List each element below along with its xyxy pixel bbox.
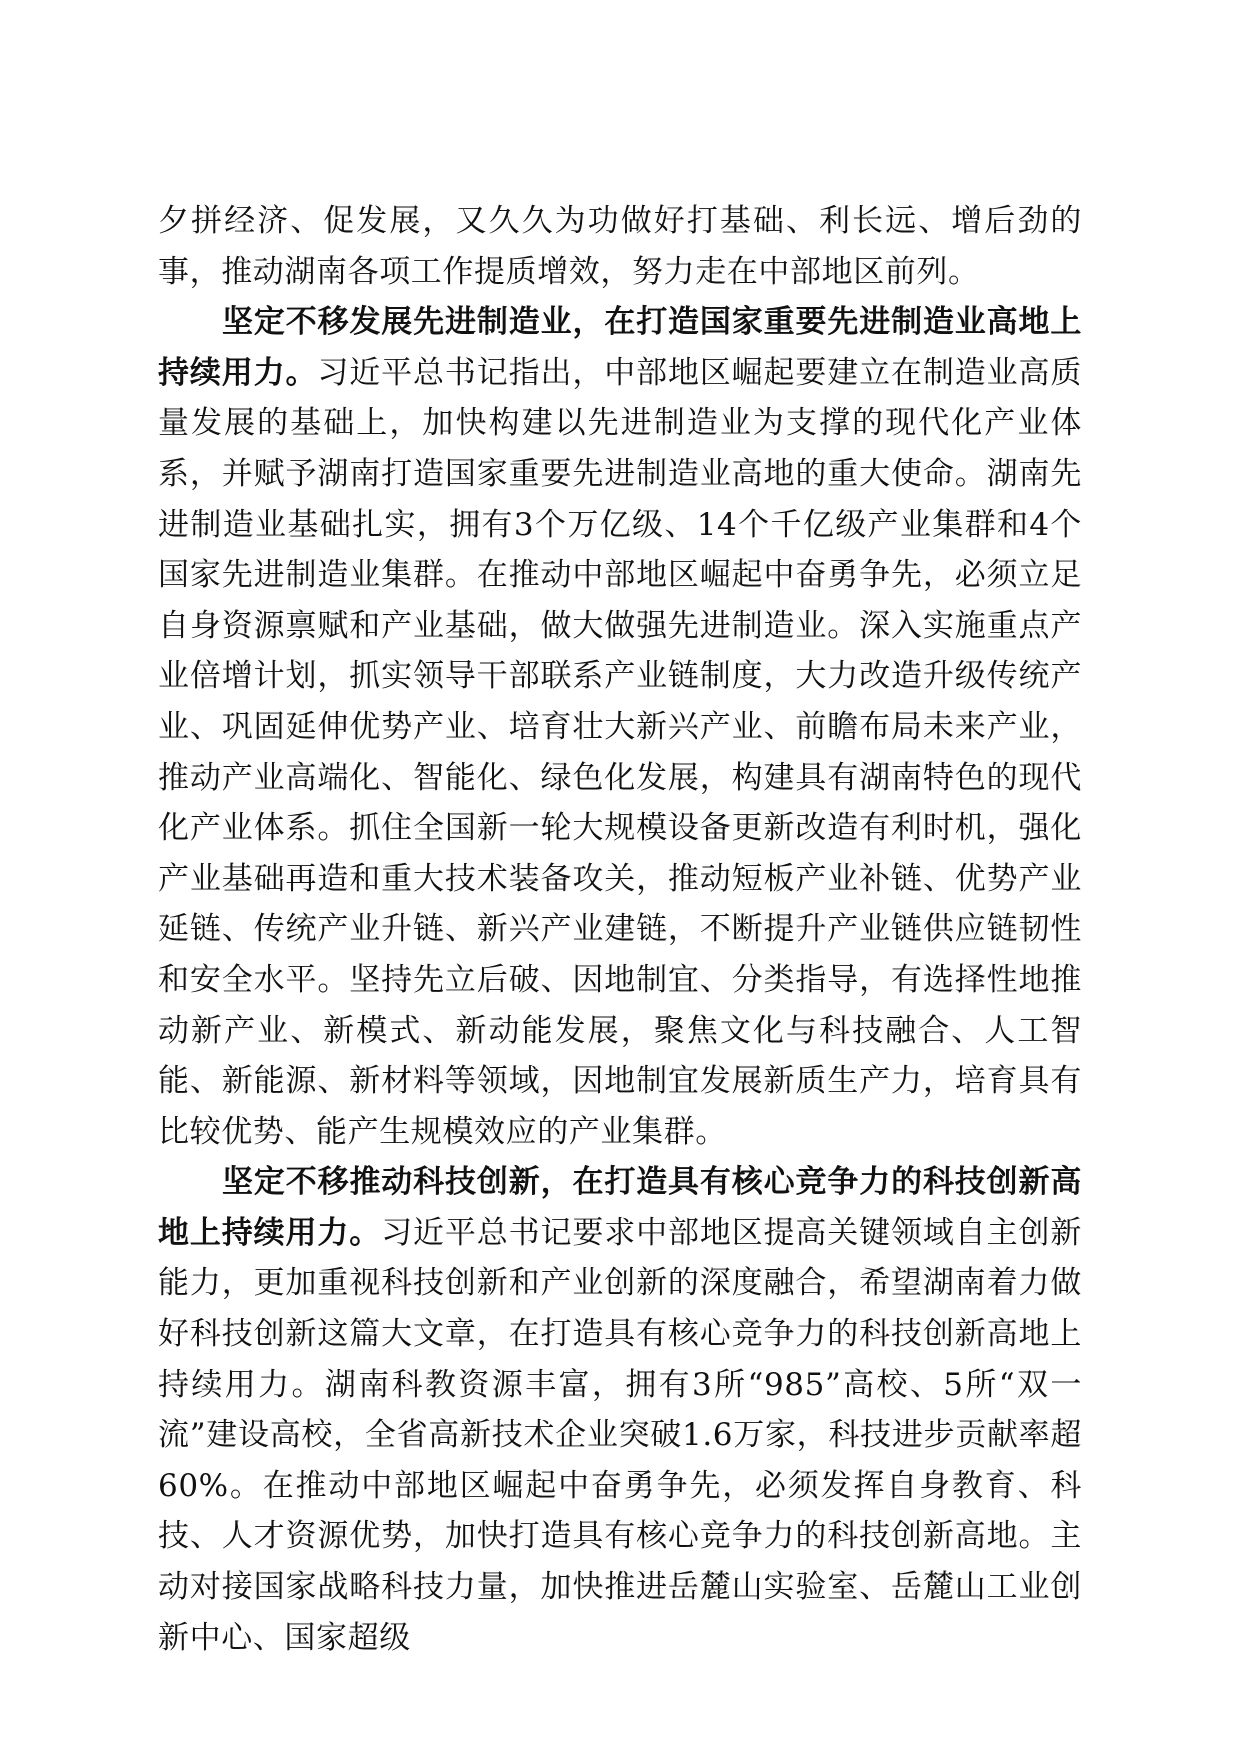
document-page — [158, 196, 1082, 1663]
paragraph-innovation — [158, 1157, 1082, 1663]
paragraph-text: 夕拼经济、促发展，又久久为功做好打基础、利长远、增后劲的事，推动湖南各项工作提质增效，努力走在中部地区前列。 — [158, 203, 1082, 290]
paragraph-continuation — [158, 196, 1082, 297]
paragraph-manufacturing — [158, 297, 1082, 1157]
paragraph-text: 习近平总书记指出，中部地区崛起要建立在制造业高质量发展的基础上，加快构建以先进制造业为支撑的现代化产业体系，并赋予湖南打造国家重要先进制造业高地的重大使命。湖南先进制造业基础扎实，拥有3个万亿级、14个千亿级产业集群和4个国家先进制造业集群。在推动中部地区崛起中奋勇争先，必须立足自身资源禀赋和产业基础，做大做强先进制造业。深入实施重点产业倍增计划，抓实领导干部联系产业链制度，大力改造升级传统产业、巩固延伸优势产业、培育壮大新兴产业、前瞻布局未来产业，推动产业高端化、智能化、绿色化发展，构建具有湖南特色的现代化产业体系。抓住全国新一轮大规模设备更新改造有利时机，强化产业基础再造和重大技术装备攻关，推动短板产业补链、优势产业延链、传统产业升链、新兴产业建链，不断提升产业链供应链韧性和安全水平。坚持先立后破、因地制宜、分类指导，有选择性地推动新产业、新模式、新动能发展，聚焦文化与科技融合、人工智能、新能源、新材料等领域，因地制宜发展新质生产力，培育具有比较优势、能产生规模效应的产业集群。 — [158, 354, 1082, 1150]
paragraph-lead: 坚定不移发展先进制造业，在打造国家重要先进制造业高地上持续用力。 — [158, 304, 1082, 391]
paragraph-lead: 坚定不移推动科技创新，在打造具有核心竞争力的科技创新高地上持续用力。 — [158, 1164, 1082, 1251]
paragraph-text: 习近平总书记要求中部地区提高关键领域自主创新能力，更加重视科技创新和产业创新的深度融合，希望湖南着力做好科技创新这篇大文章，在打造具有核心竞争力的科技创新高地上持续用力。湖南科教资源丰富，拥有3所“985”高校、5所“双一流”建设高校，全省高新技术企业突破1.6万家，科技进步贡献率超60%。在推动中部地区崛起中奋勇争先，必须发挥自身教育、科技、人才资源优势，加快打造具有核心竞争力的科技创新高地。主动对接国家战略科技力量，加快推进岳麓山实验室、岳麓山工业创新中心、国家超级 — [158, 1214, 1083, 1656]
